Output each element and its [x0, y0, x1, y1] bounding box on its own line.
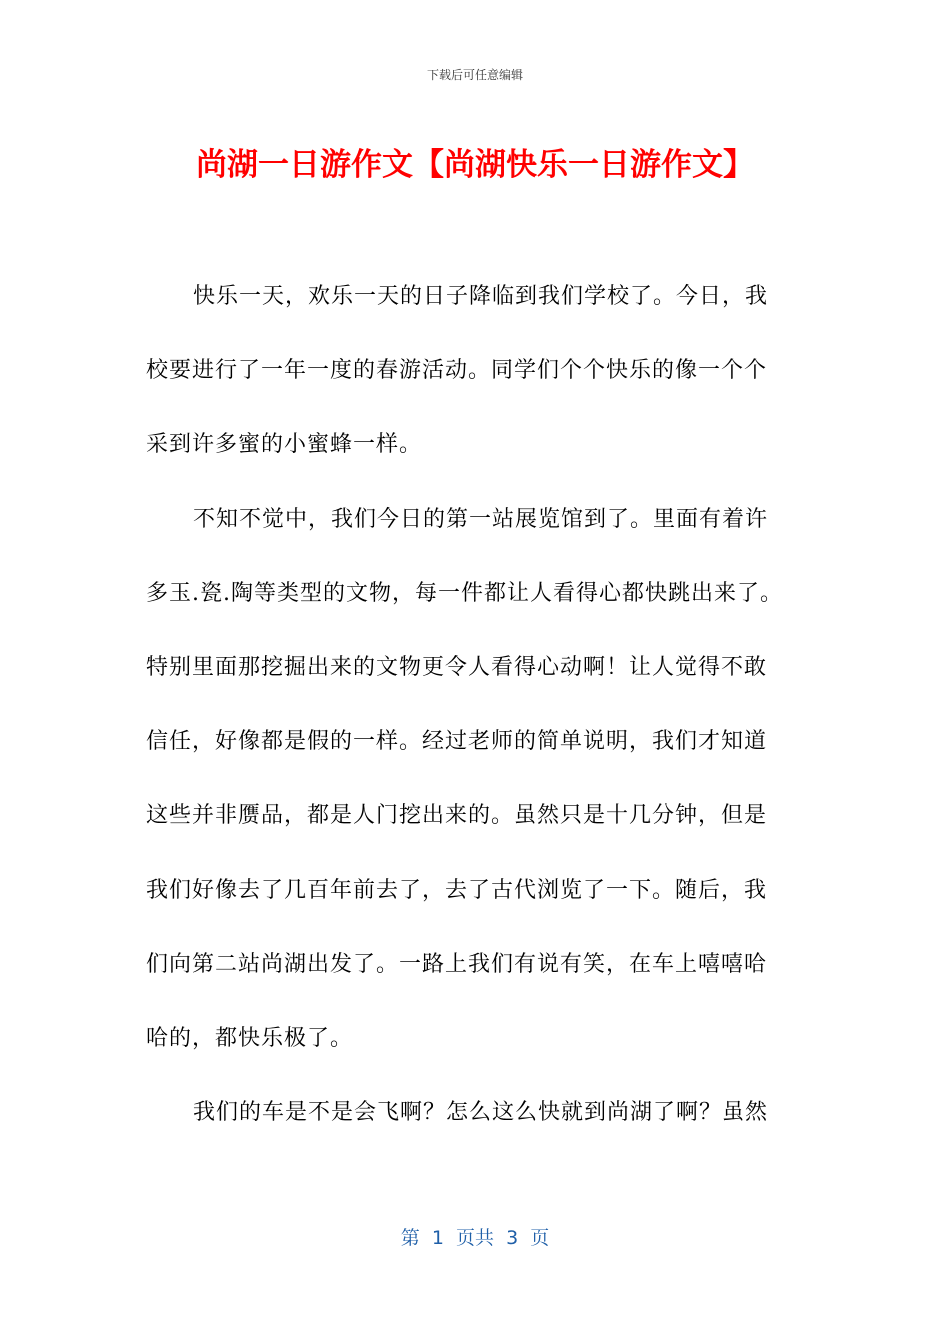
paragraph-1-line-3: 采到许多蜜的小蜜蜂一样。 — [146, 432, 423, 458]
header-note: 下载后可任意编辑 — [426, 68, 523, 82]
page-number-footer: 第 1 页共 3 页 — [400, 1227, 550, 1249]
document-body — [146, 277, 806, 1167]
paragraph-2-line-1: 不知不觉中，我们今日的第一站展览馆到了。里面有着许 — [193, 506, 769, 532]
paragraph-2-line-6: 我们好像去了几百年前去了，去了古代浏览了一下。随后，我 — [146, 877, 768, 903]
paragraph-2-line-4: 信任，好像都是假的一样。经过老师的简单说明，我们才知道 — [146, 729, 768, 755]
paragraph-1-line-1: 快乐一天，欢乐一天的日子降临到我们学校了。今日，我 — [193, 284, 769, 309]
paragraph-2-line-3: 特别里面那挖掘出来的文物更令人看得心动啊！让人觉得不敢 — [146, 654, 768, 680]
paragraph-2-line-5: 这些并非赝品，都是人门挖出来的。虽然只是十几分钟，但是 — [146, 803, 768, 829]
paragraph-3-line-1: 我们的车是不是会飞啊？怎么这么快就到尚湖了啊？虽然 — [193, 1100, 769, 1126]
document-title: 尚湖一日游作文【尚湖快乐一日游作文】 — [196, 147, 754, 183]
paragraph-2-line-8: 哈的，都快乐极了。 — [146, 1025, 354, 1051]
paragraph-2-line-2: 多玉.瓷.陶等类型的文物，每一件都让人看得心都快跳出来了。 — [146, 580, 783, 606]
paragraph-2-line-7: 们向第二站尚湖出发了。一路上我们有说有笑，在车上嘻嘻哈 — [146, 951, 768, 977]
paragraph-1-line-2: 校要进行了一年一度的春游活动。同学们个个快乐的像一个个 — [146, 358, 768, 384]
